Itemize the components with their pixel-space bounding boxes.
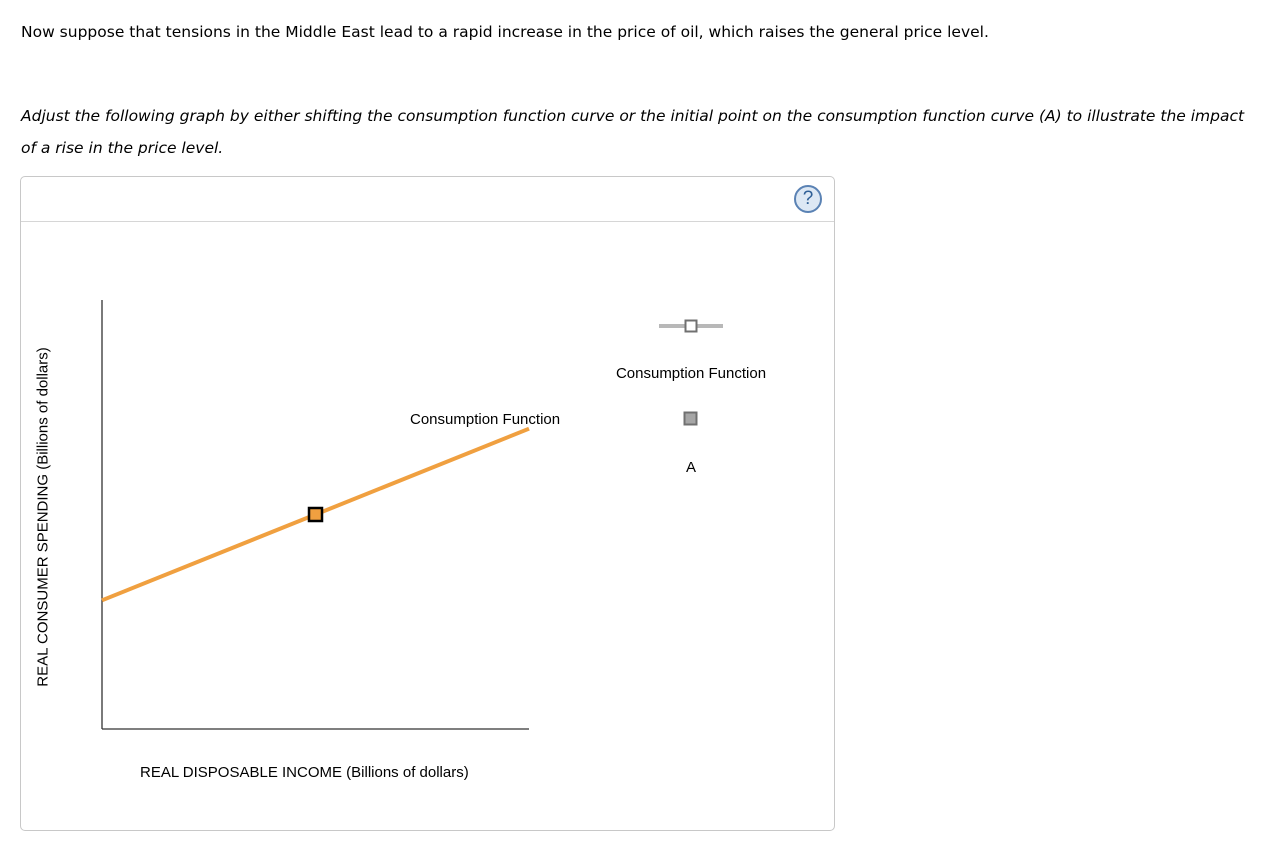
question-instruction: Adjust the following graph by either shifting the consumption function curve or the initial point on the consumption function curve (A) to illustrate the impact of a rise in the price level. (21, 107, 1245, 157)
line-tool-handle (686, 321, 697, 332)
point-tool-icon (685, 413, 697, 425)
point-a-tool[interactable] (685, 413, 697, 425)
y-axis-label: REAL CONSUMER SPENDING (Billions of dollars) (34, 347, 52, 687)
curve-label: Consumption Function (410, 411, 561, 428)
question-intro: Now suppose that tensions in the Middle East lead to a rapid increase in the price of oil, which raises the general price level. (21, 23, 989, 41)
palette-label-a: A (685, 459, 697, 476)
palette-label-consumption-function: Consumption Function (615, 365, 767, 382)
graph-panel (20, 176, 835, 831)
graph-toolbar (21, 177, 834, 222)
x-axis-label: REAL DISPOSABLE INCOME (Billions of dollars) (140, 764, 469, 781)
point-a-marker[interactable] (309, 508, 322, 521)
help-button[interactable]: ? (794, 185, 822, 213)
